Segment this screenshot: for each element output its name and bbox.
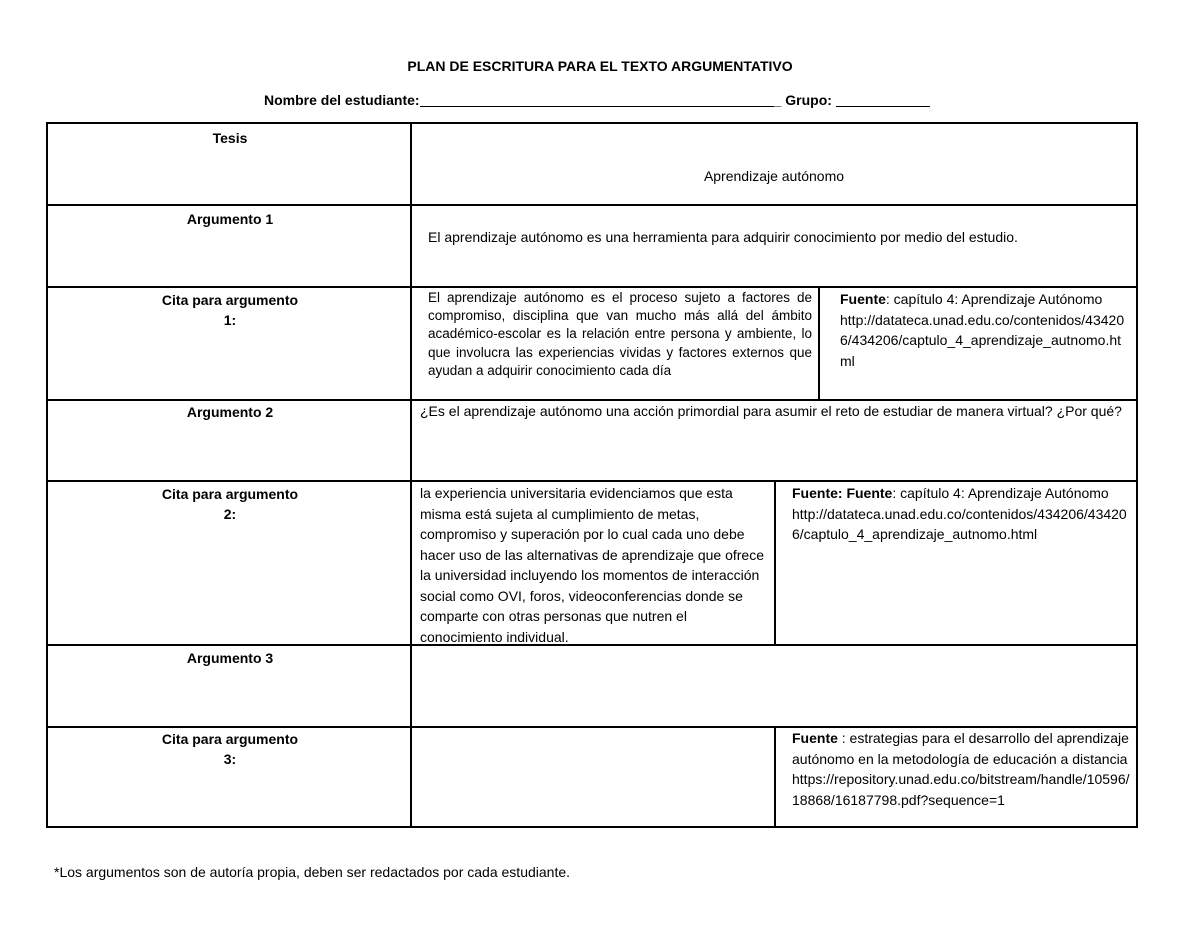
footnote: *Los argumentos son de autoría propia, deben ser redactados por cada estudiante.: [54, 864, 571, 880]
cita-2-source: [792, 483, 1130, 545]
student-name-line: [264, 92, 930, 108]
source-divider-1: [818, 287, 820, 399]
argumento-1-label: Argumento 1: [186, 211, 274, 227]
cita-1-source-text: : capítulo 4: Aprendizaje Autónomo: [885, 291, 1103, 307]
group-label: _ Grupo:: [773, 92, 832, 108]
cita-1-label: [48, 290, 412, 330]
cita-1-source: [840, 289, 1128, 371]
cita-2-source-url[interactable]: http://datateca.unad.edu.co/contenidos/434206/434206/captulo_4_aprendizaje_autnomo.html: [792, 505, 1127, 542]
student-name-field[interactable]: [420, 92, 774, 107]
row-divider: [48, 480, 1136, 482]
cita-1-label-line1: Cita para argumento: [161, 292, 299, 308]
cita-3-label-line1: Cita para argumento: [161, 731, 299, 747]
argumento-3-label: Argumento 3: [186, 650, 274, 666]
column-divider: [410, 124, 412, 826]
cita-3-source-label: Fuente: [792, 730, 838, 746]
group-field[interactable]: [836, 92, 930, 107]
tesis-label: Tesis: [212, 130, 248, 146]
cita-1-source-label: Fuente: [840, 291, 886, 307]
argumento-1-content: El aprendizaje autónomo es una herramienta para adquirir conocimiento por medio del estudio.: [428, 229, 1018, 245]
cita-3-source-text: : estrategias para el desarrollo del aprendizaje autónomo en la metodología de educación a distancia: [792, 730, 1129, 767]
writing-plan-table: [46, 122, 1138, 828]
cita-1-quote: El aprendizaje autónomo es el proceso sujeto a factores de compromiso, disciplina que van mucho más allá del ámbito académico-escolar es la relación entre persona y ambiente, lo que involucra las experiencias vividas y factores externos que ayudan a adquirir conocimiento cada día: [428, 290, 812, 378]
cita-2-quote: la experiencia universitaria evidenciamos que esta misma está sujeta al cumplimiento de metas, compromiso y superación por lo cual cada uno debe hacer uso de las alternativas de aprendizaje que ofrece la universidad incluyendo los momentos de interacción social como OVI, foros, videoconferencias donde se comparte con otras personas que nutren el conocimiento individual.: [420, 485, 764, 645]
cita-3-source: [792, 728, 1130, 810]
document-title: PLAN DE ESCRITURA PARA EL TEXTO ARGUMENTATIVO: [407, 58, 793, 74]
cita-2-label: [48, 484, 412, 524]
argumento-2-content: ¿Es el aprendizaje autónomo una acción primordial para asumir el reto de estudiar de manera virtual? ¿Por qué?: [420, 403, 1122, 419]
cita-3-label-line2: 3:: [223, 751, 237, 767]
cita-3-source-url[interactable]: https://repository.unad.edu.co/bitstream/handle/10596/18868/16187798.pdf?sequence=1: [792, 771, 1130, 808]
row-divider: [48, 286, 1136, 288]
student-name-label: Nombre del estudiante:: [264, 92, 420, 108]
cita-2-source-label: Fuente: Fuente: [792, 485, 893, 501]
source-divider-2: [774, 481, 776, 644]
tesis-content: Aprendizaje autónomo: [703, 168, 845, 184]
cita-1-label-line2: 1:: [223, 312, 237, 328]
cita-3-label: [48, 729, 412, 769]
cita-2-label-line1: Cita para argumento: [161, 486, 299, 502]
cita-1-source-url[interactable]: http://datateca.unad.edu.co/contenidos/434206/434206/captulo_4_aprendizaje_autnomo.html: [840, 311, 1125, 369]
cita-2-label-line2: 2:: [223, 506, 237, 522]
source-divider-3: [774, 727, 776, 826]
row-divider: [48, 204, 1136, 206]
cita-2-source-text: : capítulo 4: Aprendizaje Autónomo: [892, 485, 1109, 501]
argumento-2-label: Argumento 2: [186, 404, 274, 420]
